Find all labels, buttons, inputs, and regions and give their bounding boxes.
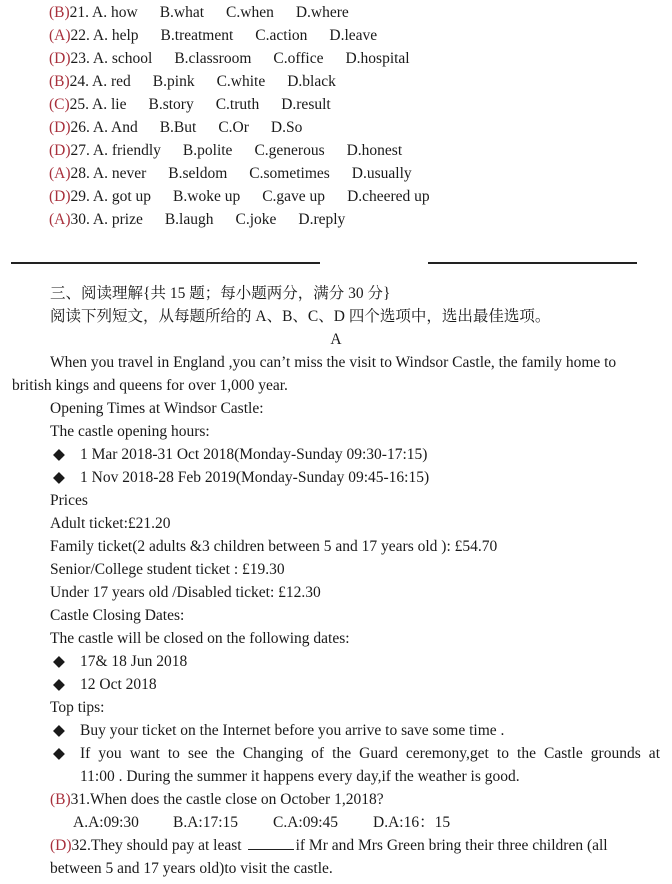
answer-mark: (D) <box>49 187 71 205</box>
diamond-bullet-icon: ◆ <box>53 744 65 762</box>
option-a: A. friendly <box>92 141 161 159</box>
option-b: B.classroom <box>174 49 252 67</box>
tip-item <box>0 719 672 742</box>
answer-mark: (B) <box>49 72 70 90</box>
answer-mark: (B) <box>49 3 70 21</box>
question-number: 29. <box>70 187 90 205</box>
option-b: B.polite <box>182 141 233 159</box>
option-a: A. never <box>92 164 147 182</box>
option-d: D.usually <box>351 164 412 182</box>
answer-mark: (A) <box>49 26 71 44</box>
option-c: C.joke <box>235 210 277 228</box>
option-b: B.what <box>159 3 205 21</box>
option-b: B.story <box>148 95 194 113</box>
option-b: B.pink <box>152 72 195 90</box>
reading-section <box>0 282 672 880</box>
option-c: C.gave up <box>262 187 326 205</box>
diamond-bullet-icon: ◆ <box>53 445 65 463</box>
option-b: B.seldom <box>168 164 228 182</box>
question-number: 26. <box>70 118 90 136</box>
closing-date <box>0 650 672 673</box>
cloze-answer-row <box>0 93 672 116</box>
cloze-answer-row <box>0 185 672 208</box>
option-d: D.result <box>281 95 331 113</box>
cloze-answer-row <box>0 139 672 162</box>
cloze-answer-row <box>0 208 672 231</box>
question-number: 21. <box>69 3 90 21</box>
closing-intro: The castle will be closed on the following dates: <box>50 629 350 647</box>
price-item: Adult ticket:£21.20 <box>50 514 171 532</box>
question-number: 25. <box>69 95 90 113</box>
price-item: Under 17 years old /Disabled ticket: £12.30 <box>50 583 321 601</box>
question-number: 27. <box>70 141 90 159</box>
option-c: C.sometimes <box>249 164 330 182</box>
hours-item <box>0 466 672 489</box>
tip-text: Buy your ticket on the Internet before you arrive to save some time . <box>80 721 505 739</box>
hours-title: The castle opening hours: <box>50 422 210 440</box>
question-text: 31.When does the castle close on October 1,2018? <box>70 790 384 808</box>
question-31 <box>0 788 672 811</box>
answer-mark: (B) <box>50 790 71 808</box>
section-heading: 三、阅读理解{共 15 题；每小题两分，满分 30 分} <box>50 284 391 302</box>
question-number: 28. <box>70 164 90 182</box>
option-d: D.hospital <box>345 49 410 67</box>
option-c: C.white <box>216 72 266 90</box>
option-b: B.woke up <box>173 187 241 205</box>
option-c: C.A:09:45 <box>273 813 339 831</box>
cloze-answer-list <box>0 1 672 231</box>
passage-intro-cont: british kings and queens for over 1,000 year. <box>12 376 288 394</box>
answer-mark: (D) <box>49 141 71 159</box>
diamond-bullet-icon: ◆ <box>53 675 65 693</box>
option-a: A. lie <box>92 95 127 113</box>
tip-item <box>0 742 672 765</box>
answer-mark: (C) <box>49 95 70 113</box>
section-instruction: 阅读下列短文，从每题所给的 A、B、C、D 四个选项中，选出最佳选项。 <box>50 307 551 325</box>
prices-title: Prices <box>50 491 88 509</box>
closing-date-text: 12 Oct 2018 <box>80 675 157 693</box>
option-c: C.generous <box>254 141 325 159</box>
tip-text: If you want to see the Changing of the Guard ceremony,get to the Castle grounds at <box>80 744 660 762</box>
cloze-answer-row <box>0 24 672 47</box>
option-d: D.honest <box>346 141 403 159</box>
opening-title: Opening Times at Windsor Castle: <box>50 399 264 417</box>
option-a: A. And <box>92 118 138 136</box>
cloze-answer-row <box>0 162 672 185</box>
option-b: B.A:17:15 <box>173 813 239 831</box>
answer-mark: (A) <box>49 210 71 228</box>
closing-title: Castle Closing Dates: <box>50 606 185 624</box>
hours-item <box>0 443 672 466</box>
answer-mark: (D) <box>50 836 72 854</box>
option-b: B.laugh <box>164 210 214 228</box>
option-c: C.office <box>273 49 324 67</box>
option-b: B.treatment <box>160 26 234 44</box>
tip-text-cont: 11:00 . During the summer it happens every day,if the weather is good. <box>80 767 520 785</box>
price-item: Senior/College student ticket : £19.30 <box>50 560 285 578</box>
option-d: D.So <box>270 118 303 136</box>
hours-text: 1 Mar 2018-31 Oct 2018(Monday-Sunday 09:30-17:15) <box>80 445 428 463</box>
cloze-answer-row <box>0 47 672 70</box>
cloze-answer-row <box>0 1 672 24</box>
option-a: A. school <box>92 49 153 67</box>
divider-line <box>11 262 320 264</box>
question-number: 23. <box>70 49 90 67</box>
option-c: C.when <box>226 3 274 21</box>
passage-label: A <box>330 330 342 348</box>
option-b: B.But <box>159 118 197 136</box>
option-a: A. red <box>92 72 131 90</box>
cloze-answer-row <box>0 70 672 93</box>
question-32-cont: between 5 and 17 years old)to visit the castle. <box>50 859 333 877</box>
option-c: C.action <box>255 26 308 44</box>
question-number: 22. <box>70 26 90 44</box>
question-31-options <box>0 811 672 834</box>
option-a: A. prize <box>92 210 143 228</box>
closing-date-text: 17& 18 Jun 2018 <box>80 652 188 670</box>
cloze-answer-row <box>0 116 672 139</box>
option-d: D.leave <box>329 26 378 44</box>
hours-text: 1 Nov 2018-28 Feb 2019(Monday-Sunday 09:45-16:15) <box>80 468 430 486</box>
diamond-bullet-icon: ◆ <box>53 721 65 739</box>
option-d: D.where <box>295 3 349 21</box>
answer-mark: (A) <box>49 164 71 182</box>
question-number: 30. <box>70 210 90 228</box>
option-a: A. how <box>92 3 138 21</box>
option-d: D.reply <box>298 210 346 228</box>
price-item: Family ticket(2 adults &3 children between 5 and 17 years old ): £54.70 <box>50 537 498 555</box>
tips-title: Top tips: <box>50 698 105 716</box>
option-c: C.Or <box>218 118 249 136</box>
question-text: 32.They should pay at least <box>71 836 242 854</box>
answer-blank <box>248 835 294 850</box>
option-c: C.truth <box>215 95 260 113</box>
question-number: 24. <box>69 72 90 90</box>
question-32 <box>0 834 672 857</box>
answer-mark: (D) <box>49 118 71 136</box>
option-a: A.A:09:30 <box>73 813 139 831</box>
option-d: D.cheered up <box>347 187 430 205</box>
option-a: A. help <box>92 26 139 44</box>
option-d: D.black <box>287 72 336 90</box>
diamond-bullet-icon: ◆ <box>53 652 65 670</box>
question-text-after: if Mr and Mrs Green bring their three children (all <box>295 836 608 854</box>
option-d: D.A:16：15 <box>373 813 451 831</box>
divider-line <box>428 262 637 264</box>
diamond-bullet-icon: ◆ <box>53 468 65 486</box>
answer-mark: (D) <box>49 49 71 67</box>
closing-date <box>0 673 672 696</box>
passage-intro: When you travel in England ,you can’t miss the visit to Windsor Castle, the family home to <box>50 353 617 371</box>
option-a: A. got up <box>92 187 152 205</box>
